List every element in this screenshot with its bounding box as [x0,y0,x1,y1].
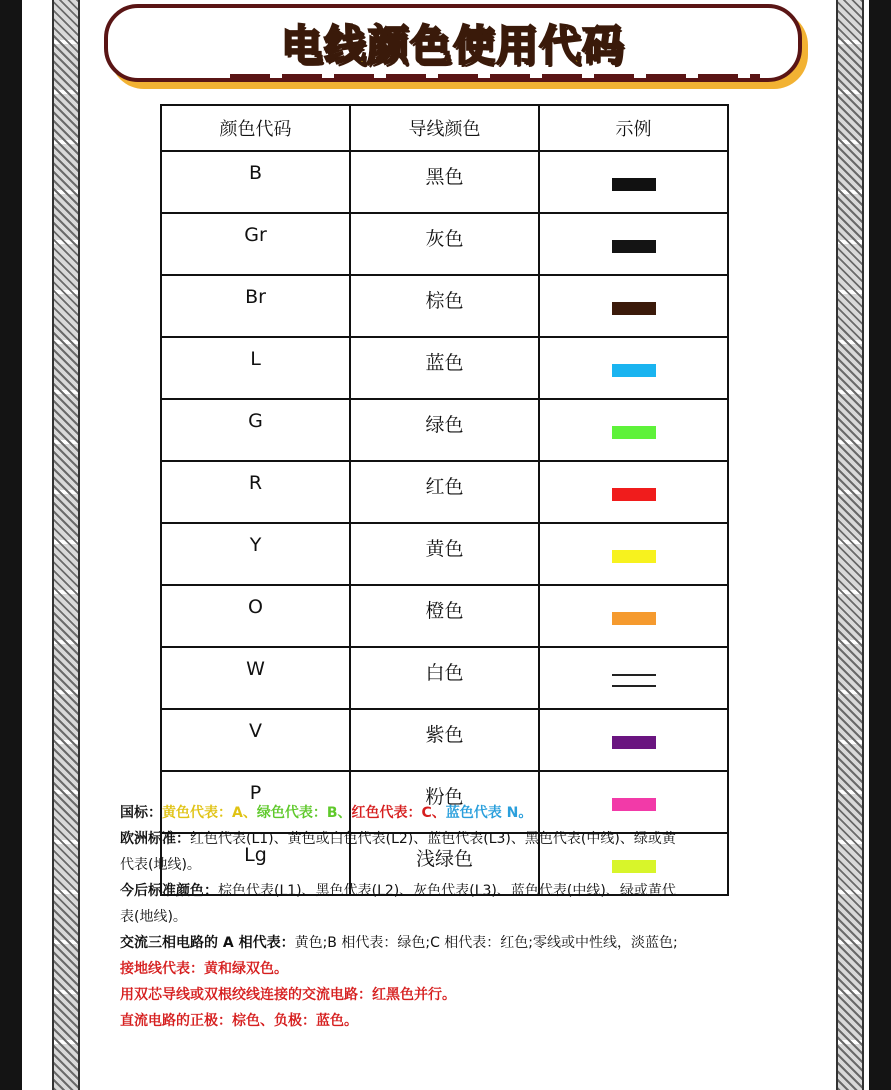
table-row [161,461,728,523]
color-code-cell: B [161,151,350,213]
color-swatch [612,488,656,501]
color-code-cell: Br [161,275,350,337]
note-ground: 接地线代表：黄和绿双色。 [120,961,288,977]
note-twisted: 用双芯导线或双根绞线连接的交流电路：红黑色并行。 [120,987,456,1003]
wire-color-table [160,104,729,896]
color-code-cell: R [161,461,350,523]
table-row [161,213,728,275]
color-swatch [612,612,656,625]
table-row [161,337,728,399]
color-swatch [612,364,656,377]
color-swatch [612,550,656,563]
color-swatch [612,736,656,749]
wire-color-cell: 棕色 [350,275,539,337]
note-intl-label: 国标： [120,805,162,821]
page-title: 电线颜色使用代码 [280,21,625,70]
sample-cell [539,337,728,399]
wire-color-cell: 黑色 [350,151,539,213]
color-swatch [612,240,656,253]
color-code-cell: P [161,771,350,833]
table-row [161,709,728,771]
table-row [161,151,728,213]
note-ac-text: 黄色;B 相代表：绿色;C 相代表：红色;零线或中性线，淡蓝色; [294,935,678,951]
sample-cell [539,709,728,771]
color-code-cell: L [161,337,350,399]
title-banner [104,4,802,82]
color-swatch [612,426,656,439]
right-dark-edge [869,0,891,1090]
color-swatch [612,674,656,687]
wire-color-cell: 绿色 [350,399,539,461]
header-color-code: 颜色代码 [161,105,350,151]
header-wire-color: 导线颜色 [350,105,539,151]
note-international [120,800,830,826]
wire-color-cell: 灰色 [350,213,539,275]
table-row [161,585,728,647]
note-future [120,878,830,904]
note-eu-text1: 红色代表(L1)、黄色或白色代表(L2)、蓝色代表(L3)、黑色代表(中线)、绿或黄 [190,831,676,847]
wire-color-cell: 橙色 [350,585,539,647]
wire-color-cell: 黄色 [350,523,539,585]
table-row [161,647,728,709]
note-intl-n: 蓝色代表 N。 [445,805,533,821]
sample-cell [539,213,728,275]
note-future-text1: 棕色代表(L1)、黑色代表(L2)、灰色代表(L3)、蓝色代表(中线)、绿或黄代 [218,883,676,899]
sample-cell [539,585,728,647]
color-code-cell: V [161,709,350,771]
note-future-cont [120,904,830,930]
left-dark-edge [0,0,22,1090]
color-code-cell: G [161,399,350,461]
color-code-cell: Y [161,523,350,585]
note-intl-c: 红色代表：C、 [351,805,446,821]
left-decorative-border [52,0,80,1090]
note-european [120,826,830,852]
sample-cell [539,647,728,709]
wire-color-cell: 粉色 [350,771,539,833]
sample-cell [539,275,728,337]
wire-color-cell: 白色 [350,647,539,709]
wire-color-cell: 紫色 [350,709,539,771]
color-swatch [612,302,656,315]
color-code-cell: W [161,647,350,709]
note-intl-b: 绿色代表：B、 [256,805,352,821]
note-intl-a: 黄色代表：A、 [162,805,257,821]
table-row [161,523,728,585]
note-future-text2: 表(地线)。 [120,909,187,925]
sample-cell [539,399,728,461]
right-decorative-border [836,0,864,1090]
table-header-row [161,105,728,151]
sample-cell [539,151,728,213]
header-sample: 示例 [539,105,728,151]
note-future-label: 今后标准颜色： [120,883,218,899]
table-row [161,399,728,461]
note-eu-label: 欧洲标准： [120,831,190,847]
table-body [161,151,728,895]
color-code-cell: Gr [161,213,350,275]
table-row [161,275,728,337]
note-european-cont [120,852,830,878]
note-eu-text2: 代表(地线)。 [120,857,201,873]
wire-color-cell: 红色 [350,461,539,523]
note-ac-label: 交流三相电路的 A 相代表： [120,935,295,951]
wire-color-cell: 浅绿色 [350,833,539,895]
wire-color-cell: 蓝色 [350,337,539,399]
color-code-cell: O [161,585,350,647]
note-ac-three-phase [120,930,830,956]
banner-dash-line [230,74,760,79]
color-swatch [612,178,656,191]
color-code-cell: Lg [161,833,350,895]
notes-section [120,800,830,1034]
note-dc: 直流电路的正极：棕色、负极：蓝色。 [120,1013,358,1029]
sample-cell [539,523,728,585]
sample-cell [539,461,728,523]
